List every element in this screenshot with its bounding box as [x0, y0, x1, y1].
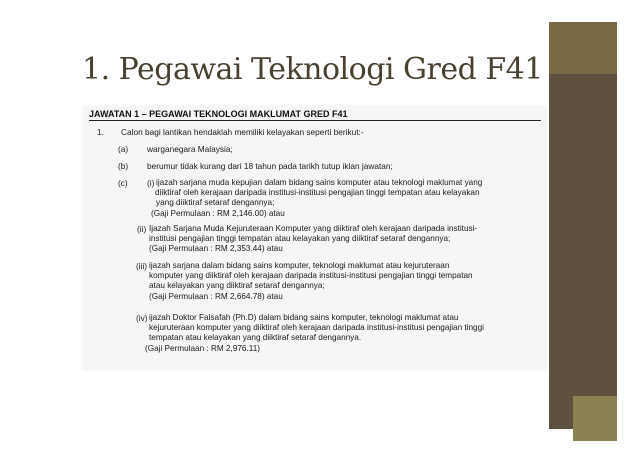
qualification-line: ijazah sarjana dalam bidang sains komputer, teknologi maklumat atau kejuruteraan [149, 261, 450, 270]
qualification-line: institusi pengajian tinggi tempatan atau kelayakan yang diiktiraf setaraf dengannya; [149, 234, 451, 244]
condition-label: (a) [118, 144, 129, 154]
qualification-text [151, 178, 534, 219]
qualification-line: ijazah sarjana muda kepujian dalam bidang sains komputer atau teknologi maklumat yang [156, 178, 483, 187]
qualification-salary: (Gaji Permulaan : RM 2,664.78) atau [149, 291, 283, 301]
sidebar-accent-block [573, 396, 617, 441]
condition-label: (c) [118, 178, 128, 188]
qualification-text [145, 313, 527, 354]
condition-label: (b) [118, 161, 129, 171]
qualification-line: atau kelayakan yang diiktiraf setaraf dengannya; [149, 281, 325, 291]
slide-title: 1. Pegawai Teknologi Gred F41 [82, 52, 543, 87]
item-intro: Calon bagi lantikan hendaklah memiliki kelayakan seperti berikut:- [121, 127, 364, 137]
condition-text: berumur tidak kurang dari 18 tahun pada tarikh tutup iklan jawatan; [147, 161, 393, 171]
decorative-sidebar [549, 22, 617, 429]
qualification-text [149, 261, 527, 302]
sidebar-main-block [549, 74, 617, 429]
sidebar-top-block [549, 22, 617, 74]
qualification-number: (ii) [137, 224, 147, 234]
qualification-line: Ijazah Sarjana Muda Kejuruteraan Komputer yang diiktiraf oleh kerajaan daripada institusi- [149, 224, 478, 233]
qualification-line: komputer yang diiktiraf oleh kerajaan daripada institusi-institusi pengajian tinggi tempatan [149, 271, 473, 281]
qualification-line: diiktiraf oleh kerajaan daripada institusi-institusi pengajian tinggi tempatan atau kelayakan [155, 188, 480, 198]
qualification-salary: (Gaji Permulaan : RM 2,353.44) atau [149, 244, 283, 254]
document-image [83, 106, 547, 370]
qualification-line: tempatan atau kelayakan yang diiktiraf setaraf dengannya. [149, 333, 362, 343]
qualification-number: (iv) [136, 313, 148, 323]
qualification-number: (iii) [136, 261, 148, 271]
qualification-line: ijazah Doktor Falsafah (Ph.D) dalam bidang sains komputer, teknologi maklumat atau [149, 313, 459, 322]
document-heading: JAWATAN 1 – PEGAWAI TEKNOLOGI MAKLUMAT GRED F41 [89, 109, 541, 121]
qualification-salary: (Gaji Permulaan : RM 2,976.11) [145, 343, 260, 353]
condition-text: warganegara Malaysia; [147, 144, 233, 154]
qualification-line: kejuruteraan komputer yang diiktiraf oleh kerajaan daripada institusi-institusi pengajian tinggi [149, 323, 484, 333]
qualification-text [149, 224, 527, 255]
qualification-salary: (Gaji Permulaan : RM 2,146.00) atau [151, 208, 285, 218]
qualification-number: (i) [147, 178, 155, 188]
item-number: 1. [97, 127, 104, 137]
qualification-line: yang diiktiraf setaraf dengannya; [156, 198, 275, 208]
